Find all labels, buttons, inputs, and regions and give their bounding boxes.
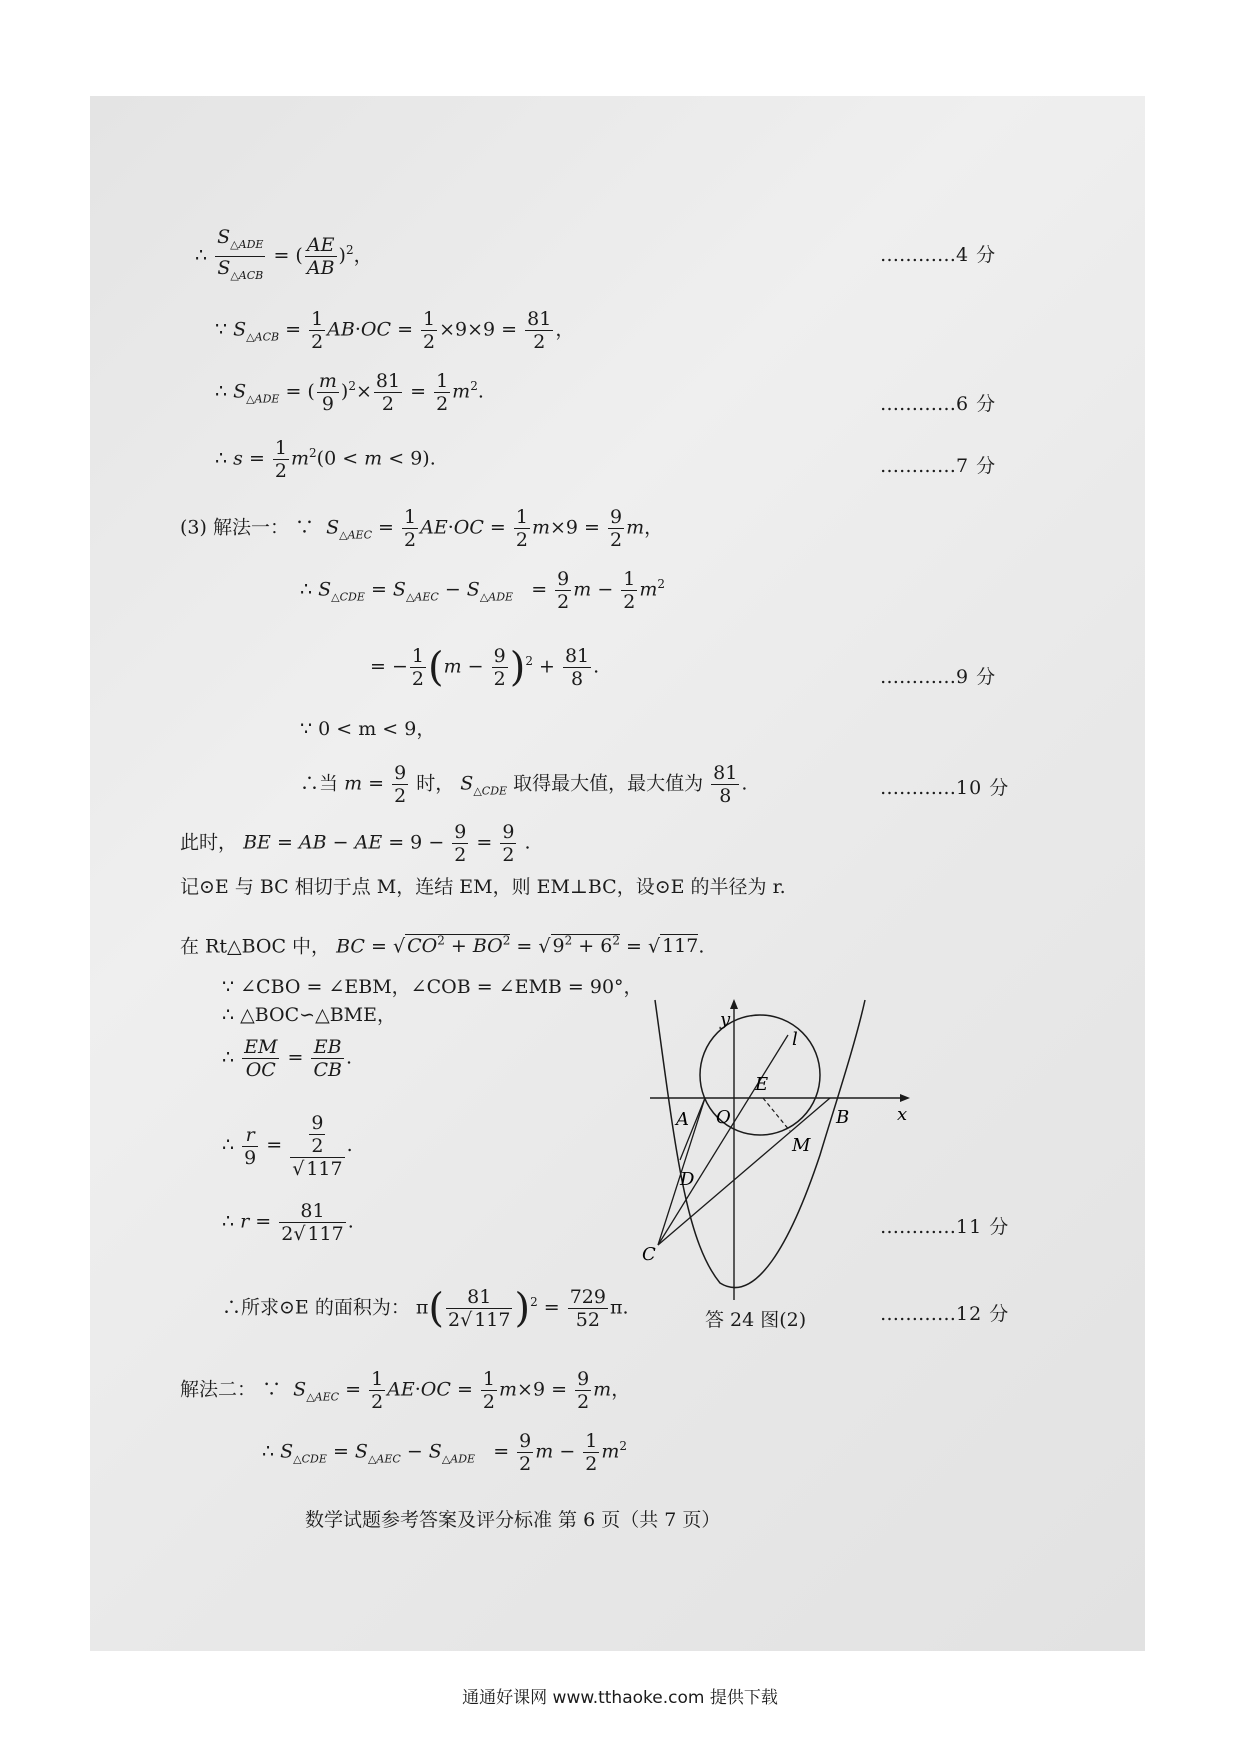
label-l: l bbox=[792, 1029, 798, 1050]
eq-s-function: ∴ s = $\frac{1}{2}$ $m^2(0 < m < 9)$. bbox=[215, 437, 436, 482]
tangent-statement: 记⊙E 与 BC 相切于点 M，连结 EM，则 EM⊥BC，设⊙E 的半径为 r. bbox=[180, 876, 786, 898]
x-axis-arrow bbox=[900, 1094, 910, 1102]
eq-r-ratio: ∴ $\frac{r}{9}$ = $\frac{\frac{9}{2}}{√ 117}$ . bbox=[222, 1112, 353, 1180]
eq-similar: ∴ △BOC∽△BME， bbox=[222, 1004, 396, 1026]
eq-range: ∵ 0 < m < 9， bbox=[300, 718, 436, 740]
line-l bbox=[658, 1035, 788, 1245]
label-o: O bbox=[716, 1107, 731, 1128]
label-y: y bbox=[720, 1009, 731, 1030]
eq-maximum: ∴当 m = $\frac{9}{2}$ 时， $S_{\triangle CDE}$ 取得最大值，最大值为 $\frac{81}{8}$ . bbox=[300, 762, 748, 807]
label-x: x bbox=[897, 1104, 908, 1125]
y-axis-arrow bbox=[730, 999, 738, 1009]
eq-area-ratio: ∴ $\frac{S_{\triangle ADE}}{S_{\triangle ACB}}$ = ( $\frac{AE}{AB}$ )$^2$， bbox=[195, 226, 373, 282]
eq-method2-s-cde: ∴ $S_{\triangle CDE} = S_{\triangle AEC} - S_{\triangle ADE}$ = $\frac{9}{2}$ m − $\frac{1}{2}$ $m^2$ bbox=[262, 1430, 628, 1475]
eq-angles: ∵ ∠CBO = ∠EBM，∠COB = ∠EMB = 90°， bbox=[222, 976, 643, 998]
eq-bc: 在 Rt△BOC 中， BC = √ $CO^2 + BO^2$ = √ $9^2 + 6^2$ = √ 117. bbox=[180, 934, 705, 958]
label-c: C bbox=[642, 1244, 656, 1265]
line-em bbox=[763, 1098, 790, 1131]
score-12: …………12 分 bbox=[880, 1303, 1010, 1325]
eq-circle-area: ∴所求⊙E 的面积为： π( $\frac{81}{2√ 117}$ )$^2$ = $\frac{729}{52}$ π. bbox=[222, 1285, 629, 1332]
eq-s-acb: ∵ $S_{\triangle ACB}$ = $\frac{1}{2}$ AB·OC = $\frac{1}{2}$ ×9×9 = $\frac{81}{2}$ ， bbox=[215, 308, 575, 353]
score-6: …………6 分 bbox=[880, 393, 997, 415]
eq-method1-s-aec: (3) 解法一： ∵ $S_{\triangle AEC}$ = $\frac{1}{2}$ AE·OC = $\frac{1}{2}$ m×9 = $\frac{9}{2}$ m， bbox=[180, 506, 664, 551]
label-d: D bbox=[680, 1169, 695, 1190]
eq-method1-s-cde: ∴ $S_{\triangle CDE} = S_{\triangle AEC} - S_{\triangle ADE}$ = $\frac{9}{2}$ m − $\frac{1}{2}$ $m^2$ bbox=[300, 568, 666, 613]
score-7: …………7 分 bbox=[880, 455, 997, 477]
eq-method2-s-aec: 解法二： ∵ $S_{\triangle AEC}$ = $\frac{1}{2}$ AE·OC = $\frac{1}{2}$ m×9 = $\frac{9}{2}$ m， bbox=[180, 1368, 631, 1413]
eq-r-value: ∴ r = $\frac{81}{2√ 117}$ . bbox=[222, 1200, 354, 1245]
eq-be: 此时， BE = AB − AE = 9 − $\frac{9}{2}$ = $\frac{9}{2}$ . bbox=[180, 821, 531, 866]
eq-s-ade: ∴ $S_{\triangle ADE}$ = ( $\frac{m}{9}$ )$^2$× $\frac{81}{2}$ = $\frac{1}{2}$ $m^2$. bbox=[215, 370, 484, 415]
page-footer: 数学试题参考答案及评分标准 第 6 页（共 7 页） bbox=[305, 1509, 721, 1531]
figure-caption: 答 24 图(2) bbox=[705, 1309, 807, 1331]
score-11: …………11 分 bbox=[880, 1216, 1010, 1238]
label-m: M bbox=[792, 1135, 811, 1156]
score-10: …………10 分 bbox=[880, 777, 1010, 799]
watermark: 通通好课网 www.tthaoke.com 提供下载 bbox=[462, 1688, 778, 1708]
eq-vertex-form: = − $\frac{1}{2}$ (m − $\frac{9}{2}$ )$^2$ + $\frac{81}{8}$ . bbox=[370, 644, 600, 691]
geometry-figure bbox=[620, 995, 920, 1305]
score-4: …………4 分 bbox=[880, 244, 997, 266]
label-a: A bbox=[676, 1109, 689, 1130]
label-b: B bbox=[836, 1107, 850, 1128]
label-e: E bbox=[755, 1074, 769, 1095]
score-9: …………9 分 bbox=[880, 666, 997, 688]
eq-ratio-em: ∴ $\frac{EM}{OC}$ = $\frac{EB}{CB}$ . bbox=[222, 1036, 353, 1081]
